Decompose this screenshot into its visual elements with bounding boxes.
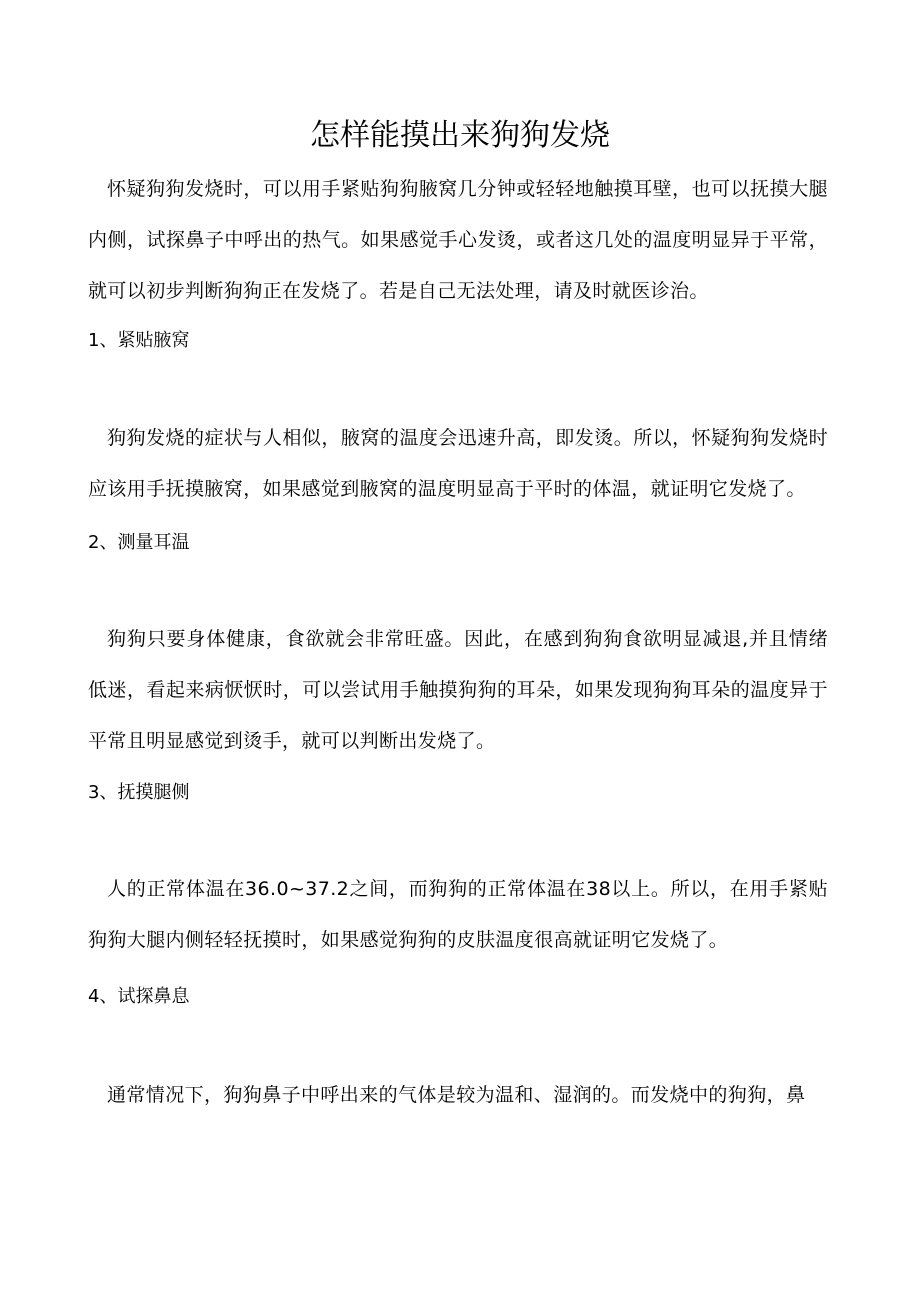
- section-heading-armpit: 1、紧贴腋窝: [88, 330, 190, 351]
- section-paragraph-armpit: 狗狗发烧的症状与人相似，腋窝的温度会迅速升高，即发烫。所以，怀疑狗狗发烧时应该用手抚摸腋窝，如果感觉到腋窝的温度明显高于平时的体温，就证明它发烧了。: [88, 427, 828, 500]
- section-heading-thigh: 3、抚摸腿侧: [88, 782, 190, 803]
- section-heading-nose-breath: 4、试探鼻息: [88, 986, 190, 1007]
- section-paragraph-nose-breath: 通常情况下，狗狗鼻子中呼出来的气体是较为温和、湿润的。而发烧中的狗狗，鼻: [107, 1084, 806, 1106]
- section-paragraph-thigh: 人的正常体温在36.0~37.2之间，而狗狗的正常体温在38以上。所以，在用手紧贴狗狗大腿内侧轻轻抚摸时，如果感觉狗狗的皮肤温度很高就证明它发烧了。: [88, 878, 828, 951]
- section-paragraph-ear-temperature: 狗狗只要身体健康，食欲就会非常旺盛。因此，在感到狗狗食欲明显减退,并且情绪低迷，看起来病恹恹时，可以尝试用手触摸狗狗的耳朵，如果发现狗狗耳朵的温度异于平常且明显感觉到烫手，就可以判断出发烧了。: [88, 628, 828, 752]
- section-heading-ear-temperature: 2、测量耳温: [88, 532, 190, 553]
- page-title: 怎样能摸出来狗狗发烧: [310, 118, 610, 153]
- intro-paragraph: 怀疑狗狗发烧时，可以用手紧贴狗狗腋窝几分钟或轻轻地触摸耳壁，也可以抚摸大腿内侧，试探鼻子中呼出的热气。如果感觉手心发烫，或者这几处的温度明显异于平常，就可以初步判断狗狗正在发烧了。若是自己无法处理，请及时就医诊治。: [88, 178, 828, 302]
